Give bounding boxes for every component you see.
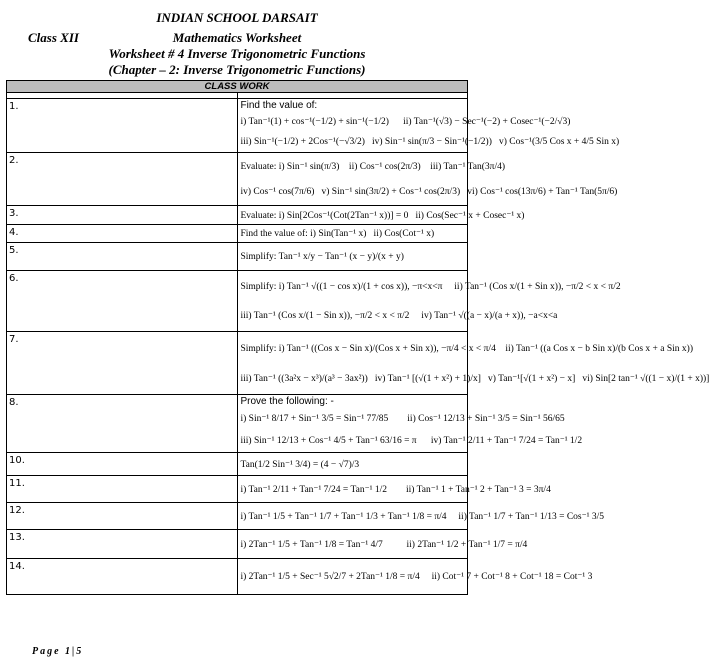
question-part [240, 504, 604, 528]
question-part [240, 179, 618, 204]
question-number: 13. [7, 530, 238, 559]
question-part [240, 363, 709, 393]
question-row [7, 243, 468, 271]
page-footer: Page 1|5 [32, 646, 84, 657]
question-number: 1. [7, 99, 238, 153]
question-row [7, 476, 468, 503]
question-row [7, 453, 468, 476]
question-body [237, 559, 593, 595]
question-row [7, 206, 468, 225]
question-intro: Find the value of: [240, 100, 318, 111]
question-part [240, 154, 506, 179]
question-number: 10. [7, 453, 238, 476]
question-part [240, 301, 558, 330]
question-part-text: i) Tan⁻¹ 2/11 + Tan⁻¹ 7/24 = Tan⁻¹ 1/2 ii) Tan⁻¹ 1 + Tan⁻¹ 2 + Tan⁻¹ 3 = 3π/4 [240, 484, 551, 495]
question-body [237, 395, 583, 453]
question-part-text: Simplify: Tan⁻¹ x/y − Tan⁻¹ (x − y)/(x + y) [240, 252, 404, 262]
question-row [7, 99, 468, 153]
question-part [240, 531, 528, 557]
question-part-text: Tan(1/2 Sin⁻¹ 3/4) = (4 − √7)/3 [240, 459, 360, 470]
question-table [6, 80, 709, 595]
question-part-text: Simplify: i) Tan⁻¹ √((1 − cos x)/(1 + cos x)), −π<x<π ii) Tan⁻¹ (Cos x/(1 + Sin x)), −π/2 < x < π/2 [240, 282, 621, 292]
question-body [237, 476, 551, 503]
question-part [240, 207, 525, 223]
question-number: 7. [7, 332, 238, 395]
question-number: 4. [7, 225, 238, 243]
question-body [237, 153, 618, 206]
question-body [237, 225, 468, 243]
question-part [240, 477, 551, 501]
question-part [240, 272, 621, 301]
question-body [237, 243, 468, 271]
question-row [7, 559, 468, 595]
question-row [7, 332, 468, 395]
question-part-text: i) Tan⁻¹(1) + cos⁻¹(−1/2) + sin⁻¹(−1/2) ii) Tan⁻¹(√3) − Sec⁻¹(−2) + Cosec⁻¹(−2/√3) [240, 116, 571, 127]
question-row [7, 503, 468, 530]
question-part-text: Evaluate: i) Sin⁻¹ sin(π/3) ii) Cos⁻¹ cos(2π/3) iii) Tan⁻¹ Tan(3π/4) [240, 162, 506, 172]
question-row [7, 225, 468, 243]
question-number: 14. [7, 559, 238, 595]
question-part [240, 333, 693, 363]
question-intro: Prove the following: - [240, 396, 334, 407]
question-number: 2. [7, 153, 238, 206]
question-part-text: Simplify: i) Tan⁻¹ ((Cos x − Sin x)/(Cos x + Sin x)), −π/4 < x < π/4 ii) Tan⁻¹ ((a Cos x − b Sin x)/(b Cos x + a Sin x)) [240, 343, 693, 354]
question-part-text: i) Sin⁻¹ 8/17 + Sin⁻¹ 3/5 = Sin⁻¹ 77/85 ii) Cos⁻¹ 12/13 + Sin⁻¹ 3/5 = Sin⁻¹ 56/65 [240, 413, 565, 424]
question-part-text: iii) Sin⁻¹ 12/13 + Cos⁻¹ 4/5 + Tan⁻¹ 63/16 = π iv) Tan⁻¹ 2/11 + Tan⁻¹ 7/24 = Tan⁻¹ 1/2 [240, 435, 583, 446]
question-row [7, 153, 468, 206]
worksheet-title: Worksheet # 4 Inverse Trigonometric Functions [108, 46, 366, 61]
question-body [237, 453, 468, 476]
question-number: 3. [7, 206, 238, 225]
question-body [237, 332, 709, 395]
question-part-text: iii) Tan⁻¹ (Cos x/(1 − Sin x)), −π/2 < x < π/2 iv) Tan⁻¹ √((a − x)/(a + x)), −a<x<a [240, 311, 558, 321]
chapter-title: (Chapter – 2: Inverse Trigonometric Functions) [108, 62, 366, 77]
school-name: INDIAN SCHOOL DARSAIT [156, 10, 318, 25]
question-number: 8. [7, 395, 238, 453]
question-number: 11. [7, 476, 238, 503]
question-body [237, 530, 528, 559]
question-part [240, 131, 620, 151]
question-row [7, 271, 468, 332]
question-part [241, 226, 465, 241]
question-number: 6. [7, 271, 238, 332]
question-number: 5. [7, 243, 238, 271]
question-body [237, 271, 621, 332]
subject-title: Mathematics Worksheet [172, 30, 302, 45]
question-part [240, 111, 571, 131]
question-part-text: iii) Sin⁻¹(−1/2) + 2Cos⁻¹(−√3/2) iv) Sin⁻¹ sin(π/3 − Sin⁻¹(−1/2)) v) Cos⁻¹(3/5 Cos x + 4/5 Sin x) [240, 136, 620, 147]
question-part-text: i) Tan⁻¹ 1/5 + Tan⁻¹ 1/7 + Tan⁻¹ 1/3 + Tan⁻¹ 1/8 = π/4 ii) Tan⁻¹ 1/7 + Tan⁻¹ 1/13 = Cos⁻¹ 3/5 [240, 511, 604, 522]
question-row [7, 395, 468, 453]
question-part-text: iv) Cos⁻¹ cos(7π/6) v) Sin⁻¹ sin(3π/2) + Cos⁻¹ cos(2π/3) vi) Cos⁻¹ cos(13π/6) + Tan⁻¹ Tan(5π/6) [240, 187, 618, 197]
question-part-text: Find the value of: i) Sin(Tan⁻¹ x) ii) Cos(Cot⁻¹ x) [240, 229, 435, 239]
question-part-text: iii) Tan⁻¹ ((3a²x − x³)/(a³ − 3ax²)) iv) Tan⁻¹ [(√(1 + x²) + 1)/x] v) Tan⁻¹[√(1 + x²) − x] vi) Sin[2 tan⁻¹ √((1 − x)/(1 + x))] [240, 373, 709, 384]
question-body [237, 206, 525, 225]
question-part-text: i) 2Tan⁻¹ 1/5 + Sec⁻¹ 5√2/7 + 2Tan⁻¹ 1/8 = π/4 ii) Cot⁻¹ 7 + Cot⁻¹ 8 + Cot⁻¹ 18 = Cot⁻¹ 3 [240, 572, 593, 582]
question-part [240, 560, 593, 593]
class-label: Class XII [28, 30, 79, 45]
class-work-band: CLASS WORK [7, 81, 468, 93]
question-part-text: Evaluate: i) Sin[2Cos⁻¹(Cot(2Tan⁻¹ x))] = 0 ii) Cos(Sec⁻¹ x + Cosec⁻¹ x) [240, 210, 525, 221]
question-row [7, 530, 468, 559]
question-number: 12. [7, 503, 238, 530]
question-body [237, 503, 604, 530]
question-part [241, 244, 465, 269]
question-body [237, 99, 620, 153]
question-part [240, 429, 583, 451]
question-part [241, 454, 465, 474]
question-part [240, 407, 565, 429]
question-part-text: i) 2Tan⁻¹ 1/5 + Tan⁻¹ 1/8 = Tan⁻¹ 4/7 ii) 2Tan⁻¹ 1/2 + Tan⁻¹ 1/7 = π/4 [240, 539, 528, 550]
